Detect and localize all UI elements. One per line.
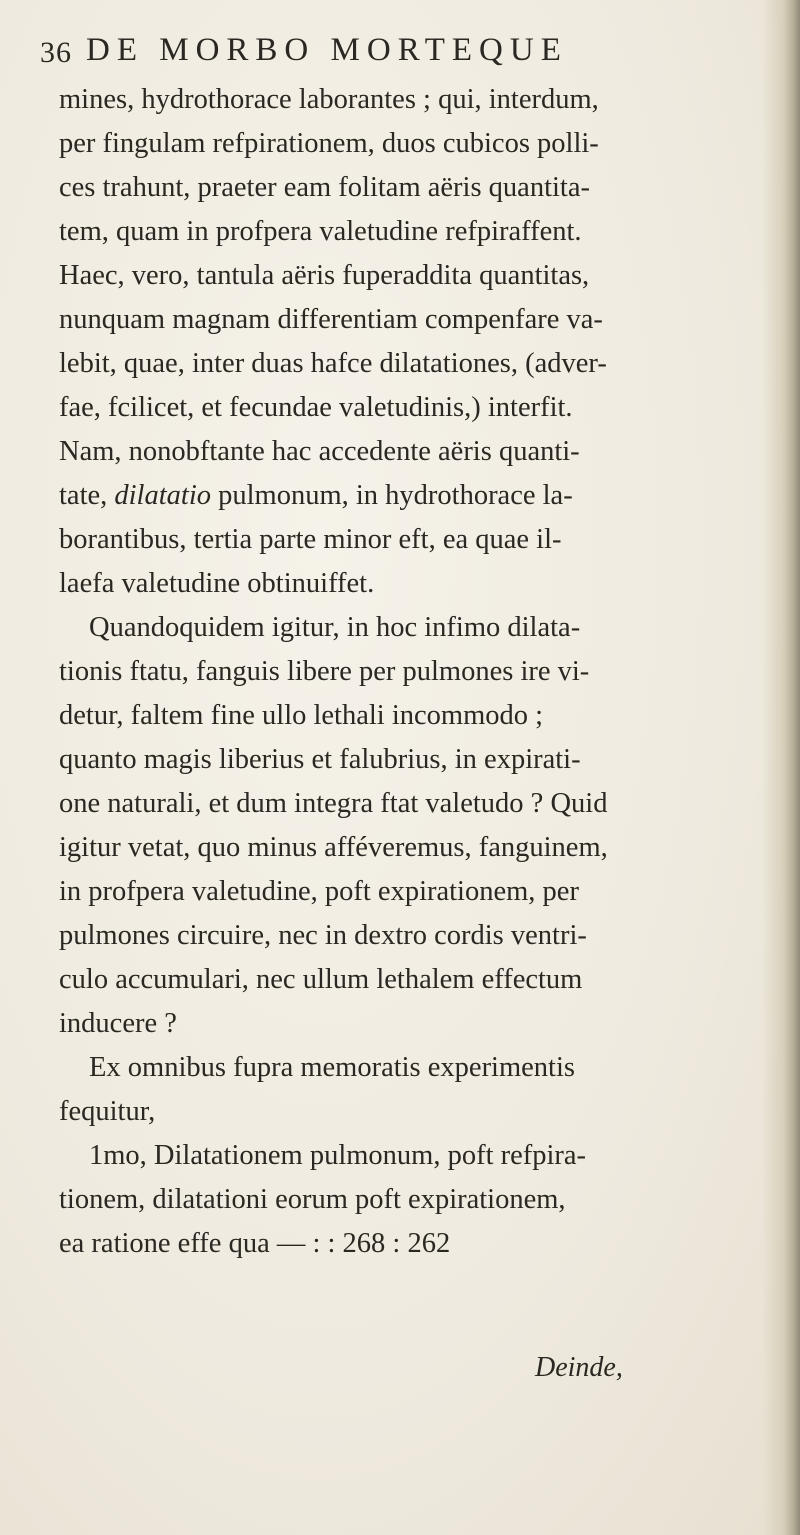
italic-term: dilatatio [114, 480, 211, 511]
page-number: 36 [40, 36, 72, 69]
catchword: Deinde, [535, 1352, 623, 1383]
text-line: Nam, nonobftante hac accedente aëris quanti- [59, 436, 580, 467]
paragraph-start-line: Quandoquidem igitur, in hoc infimo dilata- [89, 612, 581, 643]
text-line: in profpera valetudine, poft expirationem, per [59, 876, 579, 907]
text-line: inducere ? [59, 1008, 177, 1039]
text-line: tem, quam in profpera valetudine refpiraffent. [59, 216, 582, 247]
running-title: DE MORBO MORTEQUE [86, 32, 568, 68]
paragraph-start-line: Ex omnibus fupra memoratis experimentis [89, 1052, 575, 1083]
text-line: tionis ftatu, fanguis libere per pulmones ire vi- [59, 656, 590, 687]
text-line: fae, fcilicet, et fecundae valetudinis,) interfit. [59, 392, 573, 423]
text-line-with-ratio: ea ratione effe qua — : : 268 : 262 [59, 1228, 451, 1259]
running-head [40, 30, 680, 80]
text-line: fequitur, [59, 1096, 156, 1127]
text-line: detur, faltem fine ullo lethali incommodo ; [59, 700, 544, 731]
text-line: tionem, dilatationi eorum poft expirationem, [59, 1184, 566, 1215]
text-line: laefa valetudine obtinuiffet. [59, 568, 375, 599]
text-line: per fingulam refpirationem, duos cubicos polli- [59, 128, 599, 159]
page-edge-shadow [762, 0, 800, 1535]
text-line: borantibus, tertia parte minor eft, ea quae il- [59, 524, 562, 555]
text-line: nunquam magnam differentiam compenfare va- [59, 304, 603, 335]
text-line: ces trahunt, praeter eam folitam aëris quantita- [59, 172, 590, 203]
text-line: one naturali, et dum integra ftat valetudo ? Quid [59, 788, 608, 819]
text-line: culo accumulari, nec ullum lethalem effectum [59, 964, 583, 995]
text-line: Haec, vero, tantula aëris fuperaddita quantitas, [59, 260, 590, 291]
text-segment: pulmonum, in hydrothorace la- [210, 480, 573, 511]
text-segment: tate, [59, 480, 115, 511]
text-line: quanto magis liberius et falubrius, in expirati- [59, 744, 581, 775]
text-line: mines, hydrothorace laborantes ; qui, interdum, [59, 84, 599, 115]
text-line: lebit, quae, inter duas hafce dilatationes, (adver- [59, 348, 607, 379]
text-line-with-italic [59, 476, 573, 516]
text-line: igitur vetat, quo minus afféveremus, fanguinem, [59, 832, 608, 863]
text-line: pulmones circuire, nec in dextro cordis ventri- [59, 920, 587, 951]
paragraph-start-line: 1mo, Dilatationem pulmonum, poft refpira- [89, 1140, 587, 1171]
